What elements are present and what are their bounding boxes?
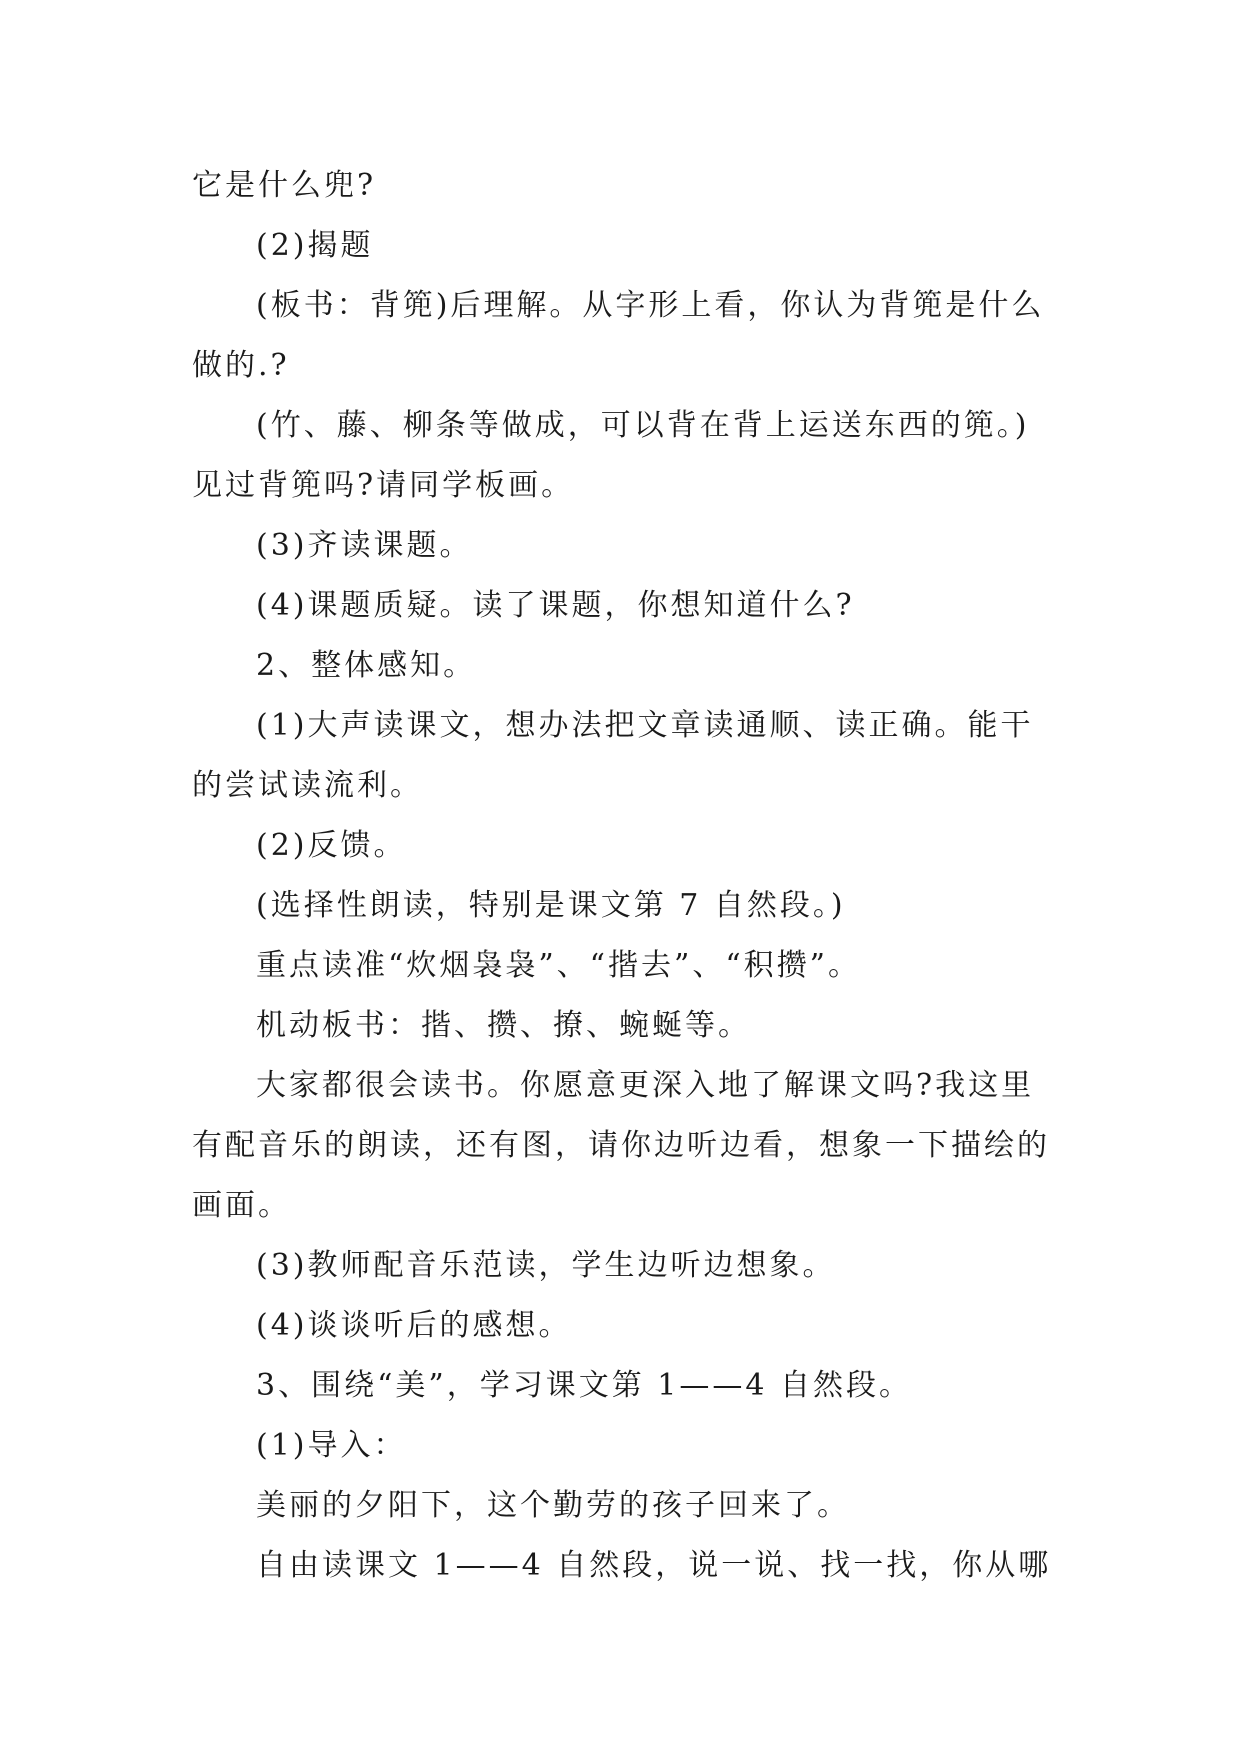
text-line: (3)齐读课题。 [256, 528, 473, 563]
section-heading: 3、围绕“美”，学习课文第 1——4 自然段。 [256, 1368, 913, 1403]
text-line: 自由读课文 1——4 自然段，说一说、找一找，你从哪 [256, 1548, 1052, 1583]
text-line: 做的.? [192, 348, 290, 383]
text-line: 画面。 [192, 1188, 291, 1223]
text-line: 重点读准“炊烟袅袅”、“揩去”、“积攒”。 [256, 948, 862, 983]
text-line: 的尝试读流利。 [192, 768, 423, 803]
text-line: (选择性朗读，特别是课文第 7 自然段。) [256, 888, 846, 923]
text-line: 大家都很会读书。你愿意更深入地了解课文吗?我这里 [256, 1068, 1035, 1103]
text-line: 见过背篼吗?请同学板画。 [192, 468, 575, 503]
text-line: 美丽的夕阳下，这个勤劳的孩子回来了。 [256, 1488, 850, 1523]
text-line: (竹、藤、柳条等做成，可以背在背上运送东西的篼。) [256, 408, 1030, 443]
text-line: 机动板书：揩、攒、撩、蜿蜒等。 [256, 1008, 751, 1043]
text-line: 有配音乐的朗读，还有图，请你边听边看，想象一下描绘的 [192, 1128, 1050, 1163]
text-line: (1)大声读课文，想办法把文章读通顺、读正确。能干 [256, 708, 1034, 743]
text-line: 它是什么兜? [192, 168, 377, 203]
text-line: (4)谈谈听后的感想。 [256, 1308, 572, 1343]
text-line: (3)教师配音乐范读，学生边听边想象。 [256, 1248, 836, 1283]
section-heading: 2、整体感知。 [256, 648, 477, 683]
text-line: (2)反馈。 [256, 828, 407, 863]
text-line: (1)导入： [256, 1428, 407, 1463]
document-body [192, 156, 1062, 1596]
text-line: (4)课题质疑。读了课题，你想知道什么? [256, 588, 855, 623]
text-line: (2)揭题 [256, 228, 374, 263]
text-line: (板书：背篼)后理解。从字形上看，你认为背篼是什么 [256, 288, 1045, 323]
